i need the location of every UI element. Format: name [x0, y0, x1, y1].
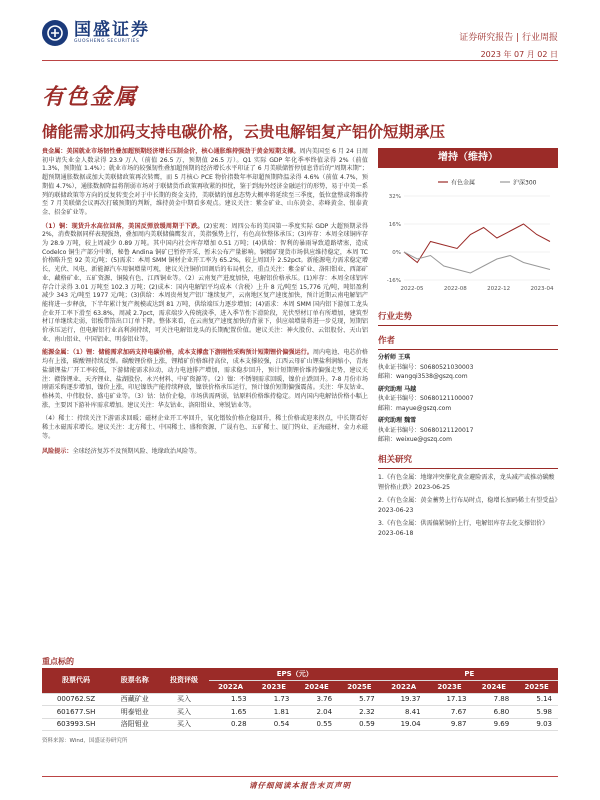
body-paragraph — [42, 415, 368, 441]
series-line — [404, 252, 550, 273]
author-name: 魏雪 — [404, 417, 417, 424]
author-name: 马越 — [404, 385, 417, 393]
author-license: 执业证书编号：S0680521030003 — [378, 363, 474, 371]
cell-code: 000762.SZ — [42, 693, 110, 706]
cell-code: 603993.SH — [42, 718, 110, 731]
industry-heading: 行业走势 — [378, 310, 558, 326]
col-year: 2022A — [209, 681, 253, 694]
body-paragraph — [42, 223, 368, 345]
col-rating: 投资评级 — [159, 668, 208, 693]
cell-pe: 8.41 — [381, 706, 427, 719]
author-list — [378, 353, 558, 445]
risk-warning — [42, 448, 368, 457]
author-role: 研究助理 — [378, 385, 403, 393]
body-paragraph — [42, 148, 368, 218]
col-name: 股票名称 — [110, 668, 159, 693]
paragraph-lead: 贵金属：美国就业市场韧性叠加超预期经济增长压制金价，核心通胀维持强劲于黄金短期支撑。 — [42, 148, 300, 155]
author-name-line — [378, 353, 558, 363]
col-year: 2024E — [472, 681, 515, 694]
trend-chart — [378, 174, 558, 302]
x-tick-label: 2022-12 — [487, 286, 511, 292]
author-role: 研究助理 — [378, 417, 403, 424]
cell-eps: 2.04 — [295, 706, 338, 719]
cell-pe: 9.69 — [472, 718, 515, 731]
author-entry — [378, 416, 558, 445]
author-license: 执业证书编号：S0680121100007 — [378, 395, 474, 402]
paragraph-text: 周内美国至 6 月 24 日周初申请失业金人数录得 23.9 万人（前值 26.5 万，预期值 26.5 万）。Q1 实际 GDP 年化季率终值录得 2%（前值 1.3%，预期值 1.4%）；就业市场的较强韧性叠加超预期的经济增长水平印证了 6 月美联储暂停加息背后的“周期末期”；超预期通胀数据或加大美联储政策再次转鹰，而 5 月核心 PCE 物价指数年率却超预期降温录得 4.6%（前值 4.7%，预期值 4.7%），通胀数据降温将削弱市场对于联储货币政策再收紧的担忧，鉴于到海外经济金融运行的形势，易于中美一系列的联储政策等方向的反复转变会对于中长期的资金支持，美联储的加息态势大概率将延续至三季度，低位盘整或将维持至 7 月美联储会议再次打破预期的判断，维持黄金中期看多观点。建议关注：紫金矿业、山东黄金、赤峰黄金、银泰黄金、招金矿业等。 — [42, 148, 368, 216]
cell-code: 601677.SH — [42, 706, 110, 719]
author-name-line — [378, 416, 558, 426]
cell-pe: 17.13 — [427, 693, 473, 706]
cell-eps: 1.81 — [253, 706, 296, 719]
col-eps: EPS（元） — [209, 668, 381, 681]
col-code: 股票代码 — [42, 668, 110, 693]
report-type: 证券研究报告 | 行业周报 — [459, 33, 558, 43]
cell-eps: 1.53 — [209, 693, 253, 706]
rating-badge: 增持（维持） — [378, 148, 558, 168]
cell-pe: 9.03 — [515, 718, 558, 731]
col-year: 2025E — [338, 681, 381, 694]
cell-pe: 19.04 — [381, 718, 427, 731]
cell-eps: 2.32 — [338, 706, 381, 719]
cell-pe: 7.67 — [427, 706, 473, 719]
cell-pe: 19.37 — [381, 693, 427, 706]
author-email[interactable]: 邮箱：weixue@gszq.com — [378, 436, 452, 443]
author-role: 分析师 — [378, 354, 397, 361]
y-tick-label: 32% — [388, 194, 401, 200]
cell-eps: 0.54 — [253, 718, 296, 731]
report-date: 2023 年 07 月 02 日 — [480, 50, 558, 59]
stock-table — [42, 668, 558, 731]
col-year: 2023E — [427, 681, 473, 694]
author-license: 执业证书编号：S0680121120017 — [378, 426, 474, 434]
cell-eps: 3.76 — [295, 693, 338, 706]
table-header-row — [42, 668, 558, 681]
y-tick-label: 16% — [388, 222, 401, 228]
y-tick-label: 0% — [392, 250, 401, 256]
cell-eps: 1.65 — [209, 706, 253, 719]
author-name-line — [378, 385, 558, 395]
body-paragraph — [42, 349, 368, 410]
col-year: 2025E — [515, 681, 558, 694]
author-entry — [378, 385, 558, 414]
related-heading: 相关研究 — [378, 453, 558, 469]
related-item[interactable]: 2.《有色金属：黄金蓄势上行布局时点，稳增长加码稀土有望受益》2023-06-23 — [378, 496, 558, 514]
cell-pe: 5.98 — [515, 706, 558, 719]
cell-eps: 0.59 — [338, 718, 381, 731]
related-item[interactable]: 1.《有色金属：地缘冲突催化黄金避险需求，龙头减产或推动碳酸锂价格止跌》2023-06-25 — [378, 473, 555, 491]
cell-name: 西藏矿业 — [110, 693, 159, 706]
x-tick-label: 2022-08 — [443, 286, 467, 292]
related-item[interactable]: 3.《有色金属：供需偏紧铜价上行，电解铝库存去化支撑铝价》2023-06-18 — [378, 519, 549, 537]
cell-rating: 买入 — [159, 706, 208, 719]
cell-name: 洛阳钼业 — [110, 718, 159, 731]
legend-label: 有色金属 — [451, 179, 476, 187]
table-source: 资料来源：Wind，国盛证券研究所 — [42, 738, 128, 744]
sector-title: 有色金属 — [42, 85, 139, 110]
author-email[interactable]: 邮箱：mayue@gszq.com — [378, 404, 452, 412]
col-year: 2024E — [295, 681, 338, 694]
risk-label: 风险提示： — [42, 447, 73, 455]
x-tick-label: 2023-04 — [530, 286, 554, 292]
paragraph-lead: 能源金属：（1）锂：储能需求加码支持电碳价格，成本支撑盘下游刚性采购预计短期锂价偏强运行。 — [42, 349, 313, 357]
cell-pe: 9.87 — [427, 718, 473, 731]
cell-eps: 5.77 — [338, 693, 381, 706]
paragraph-lead: （1）铜：现货升水高位回落，美国反弹放缓周期于下跌。 — [42, 222, 204, 230]
logo-mark-icon — [42, 20, 68, 46]
cell-name: 明泰铝业 — [110, 706, 159, 719]
paragraph-text: (2)宏观：周四公布的美国第一季度实际 GDP 大超预期录得 2%，消费数据同样表现强劲，叠加周内美联储偏鹰发言，美指强势上行，有色高位整体承压；(3)库存：本周全球铜库存为 28.9 万吨，较上周减少 0.89 万吨。其中国内社会库存增加 0.51 万吨；(4)供给：智利的暴雨导致道路堵塞，造成 Codelco 铜生产部分中断，秘鲁 Andina 铜矿已暂停开采，暂未公布产量影响。铜精矿现货市场供应维持稳定，本周 TC 价格略升至 92 美元/吨；(5)需求：本周 SMM 铜材企业开工率为 65.2%，较上周回升 2.52pct。新能源电力需求稳定增长，光伏、风电、新能源汽车用铜增量可观，建议关注铜价回调后的布局机会，重点关注：紫金矿业、洛阳钼业、西部矿业、藏格矿业、五矿资源、铜陵有色、江西铜业等。（2）云南复产进度加快，电解铝价格承压。(1)库存：本周全球铝库存合计录得 3.01 万吨至 102.3 万吨；(2)成本：国内电解铝平均成本（含税）上升 8 元/吨至 15,776 元/吨，吨铝盈利减少 343 元/吨至 1977 元/吨；(3)供给：本周贵州复产铝厂继续复产，云南地区复产速度加快，预计近期云南电解铝产能将进一步释放，下半年累计复产规模或达到 81 万吨，供给端压力逐步增加；(4)需求：本周 SMM 国内铝下游加工龙头企业开工率下滑至 63.8%，周减 2.7pct，需求端步入传统淡季，进入季节性下滑阶段，光伏型材订单有所增加，建筑型材订单继续走弱，铝板带箔出口订单下降。整体来看，在云南复产速度加快的背景下，供应端增量将进一步兑现，短期铝价承压运行，但电解铝行业高利润持续，可关注电解铝龙头的长期配置价值。建议关注：神火股份、云铝股份、天山铝业、南山铝业、中国铝业、明泰铝业等。 — [42, 222, 368, 343]
y-tick-label: -16% — [386, 278, 401, 284]
cell-rating: 买入 — [159, 693, 208, 706]
cell-eps: 1.73 — [253, 693, 296, 706]
company-logo — [42, 20, 150, 46]
header-divider — [42, 60, 558, 61]
cell-pe: 6.80 — [472, 706, 515, 719]
sidebar — [378, 148, 558, 542]
table-title: 重点标的 — [42, 657, 74, 666]
legend-label: 沪深300 — [513, 179, 537, 187]
author-email[interactable]: 邮箱：wangqi3538@gszq.com — [378, 373, 468, 380]
report-title: 储能需求加码支持电碳价格，云贵电解铝复产铝价短期承压 — [42, 123, 446, 141]
cell-pe: 7.88 — [472, 693, 515, 706]
risk-text: 全球经济复苏不及预期风险、地缘政治风险等。 — [72, 447, 201, 455]
cell-eps: 0.55 — [295, 718, 338, 731]
x-tick-label: 2022-05 — [400, 286, 424, 292]
author-name: 王琪 — [398, 354, 411, 361]
table-row — [42, 693, 558, 706]
cell-rating: 买入 — [159, 718, 208, 731]
authors-heading: 作者 — [378, 334, 558, 350]
related-list — [378, 473, 558, 539]
footer-divider — [42, 776, 558, 777]
report-body — [42, 148, 368, 461]
table-row — [42, 706, 558, 719]
col-year: 2022A — [381, 681, 427, 694]
cell-pe: 5.14 — [515, 693, 558, 706]
col-year: 2023E — [253, 681, 296, 694]
logo-cn: 国盛证券 — [74, 20, 150, 40]
trend-chart-svg — [378, 174, 558, 302]
col-pe: PE — [381, 668, 558, 681]
logo-en: GUOSHENG SECURITIES — [74, 39, 140, 44]
cell-eps: 0.28 — [209, 718, 253, 731]
author-entry — [378, 353, 558, 382]
paragraph-text: 周内电池、电芯价格均有上涨，碳酸锂持续反弹。碳酸锂价格上涨，锂精矿价格维持高位，成本支撑较强，江西云母矿山锂盐利润缩小，青海盐湖锂盐厂开工率较低，下游储能需求拉动，动力电池排产增加，需求稳步回升，预计短期锂价维持偏强走势，建议关注：赣锋锂业、天齐锂业、盐湖股份、永兴材料、中矿资源等。（2）镍：不锈钢需求回暖，镍价止跌回升。7-8 月份市场刚需采购逐步增加，镍价上涨，印尼镍铁产能持续释放，镍铁价格承压运行，预计镍价短期偏强震荡。关注：华友钴业、格林美、中伟股份、盛屯矿业等。（3）钴：钴价企稳，市场供需两弱，钴原料价格维持稳定。周内国内电解钴价格小幅上涨，主要因下游补库需求增加。建议关注：华友钴业、洛阳钼业、寒锐钴业等。 — [42, 349, 368, 409]
table-row — [42, 718, 558, 731]
paragraph-text: （4）稀土：持续关注下游需求回暖；磁材企业开工率回升，氧化镨钕价格企稳回升，稀土价格或迎来拐点，中长期看好稀土永磁需求增长。建议关注：北方稀土、中国稀土、盛和资源、广晟有色、五矿稀土、厦门钨业、正海磁材、金力永磁等。 — [42, 415, 368, 440]
footer-disclaimer: 请仔细阅读本报告末页声明 — [249, 781, 351, 790]
